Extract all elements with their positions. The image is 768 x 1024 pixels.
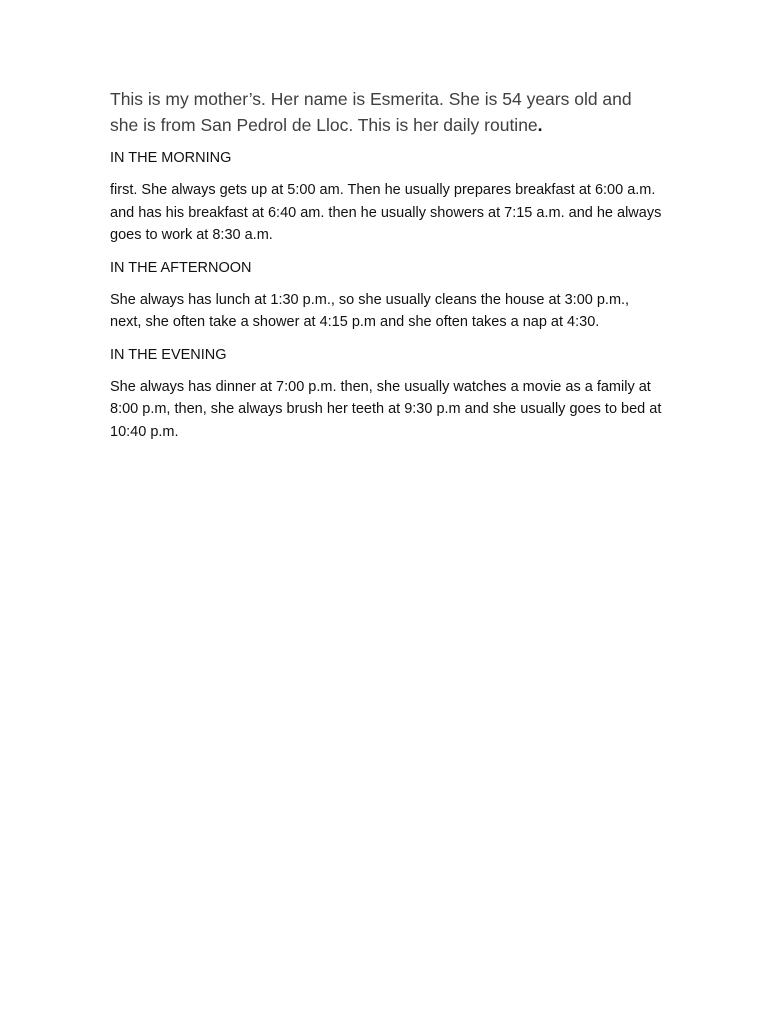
section-heading-evening: IN THE EVENING bbox=[110, 346, 227, 363]
intro-paragraph bbox=[110, 86, 662, 138]
document-body bbox=[110, 86, 662, 454]
section-heading-morning: IN THE MORNING bbox=[110, 150, 232, 166]
intro-end-punctuation: . bbox=[537, 115, 543, 135]
section-text-morning: first. She always gets up at 5:00 am. Then he usually prepares breakfast at 6:00 a.m. and has his breakfast at 6:40 am. then he usually showers at 7:15 a.m. and he always goes to work at 8:30 a.m. bbox=[110, 182, 662, 243]
intro-text: This is my mother’s. Her name is Esmerita. She is 54 years old and she is from San Pedrol de Lloc. This is her daily routine bbox=[110, 89, 632, 135]
section-text-evening: She always has dinner at 7:00 p.m. then, she usually watches a movie as a family at 8:00 p.m, then, she always brush her teeth at 9:30 p.m and she usually goes to bed at 10:40 p.m. bbox=[110, 378, 662, 440]
section-heading-afternoon: IN THE AFTERNOON bbox=[110, 259, 252, 276]
section-text-afternoon: She always has lunch at 1:30 p.m., so she usually cleans the house at 3:00 p.m., next, she often take a shower at 4:15 p.m and she often takes a nap at 4:30. bbox=[110, 291, 630, 330]
